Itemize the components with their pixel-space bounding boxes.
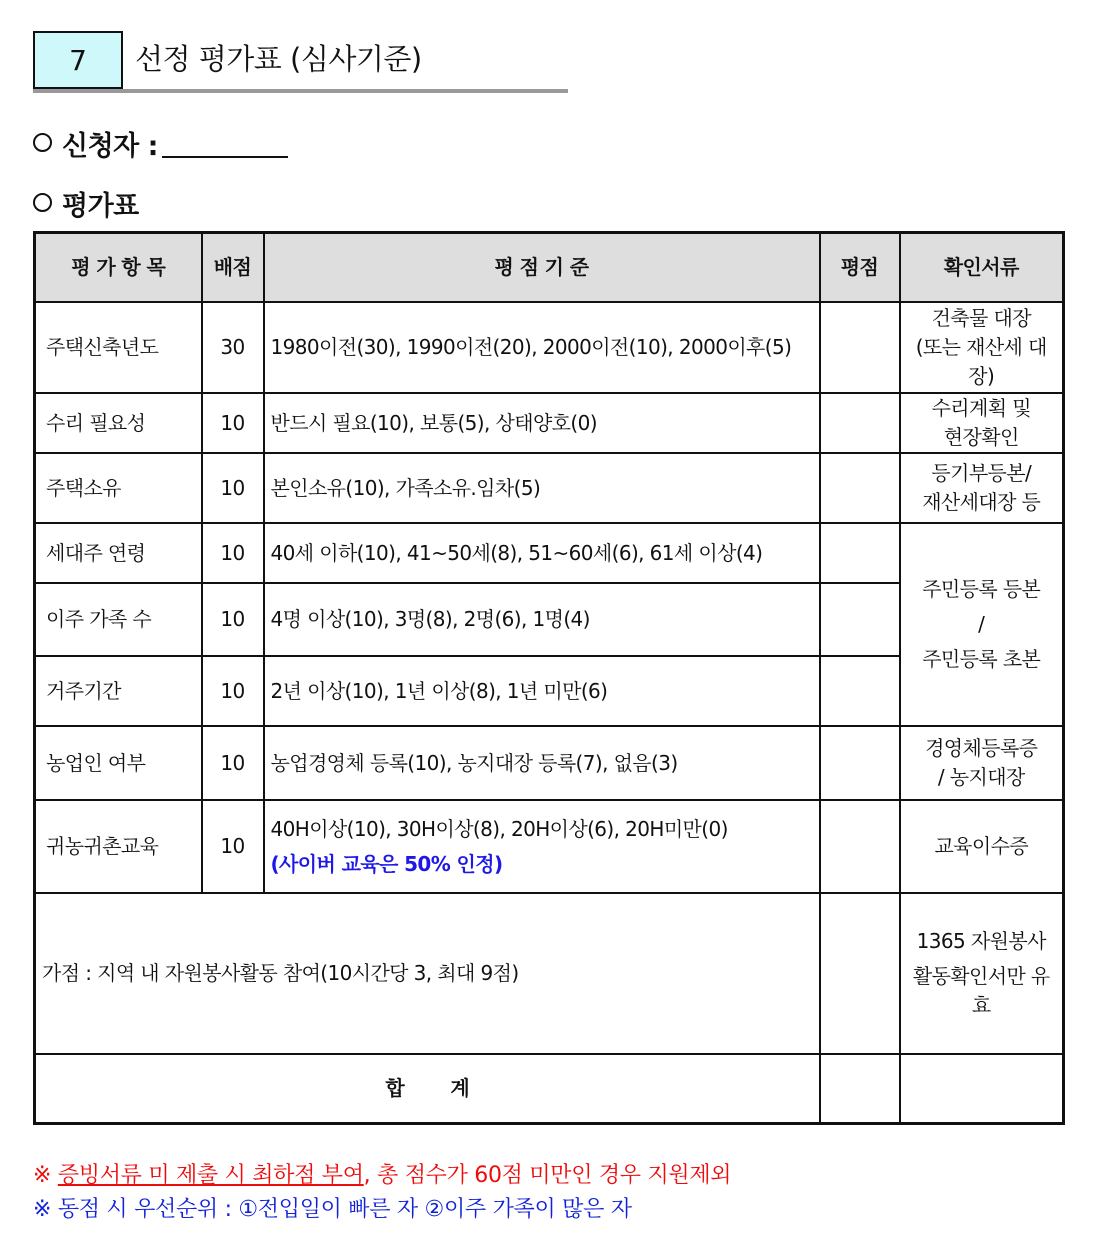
- title-underline: [33, 89, 568, 93]
- document-line: 수리계획 및: [931, 396, 1031, 420]
- item-cell: 농업인 여부: [35, 726, 202, 800]
- criteria-cell: 농업경영체 등록(10), 농지대장 등록(7), 없음(3): [264, 726, 820, 800]
- applicant-label: 신청자 :: [62, 131, 158, 162]
- total-rating-cell[interactable]: [820, 1054, 900, 1123]
- document-cell: [900, 726, 1064, 800]
- section-number-box: 7: [33, 31, 123, 89]
- evaluation-section-heading: [33, 184, 139, 223]
- document-line: 등기부등본/: [931, 461, 1032, 485]
- document-line: / 농지대장: [937, 765, 1025, 789]
- applicant-line: [33, 124, 288, 163]
- criteria-cell: 4명 이상(10), 3명(8), 2명(6), 1명(4): [264, 583, 820, 656]
- bonus-row: [35, 893, 1064, 1054]
- document-cell: [900, 393, 1064, 453]
- document-line: 주민등록 초본: [922, 647, 1041, 671]
- criteria-cell: 1980이전(30), 1990이전(20), 2000이전(10), 2000이후(5): [264, 302, 820, 393]
- score-cell: 10: [202, 523, 264, 583]
- rating-cell[interactable]: [820, 893, 900, 1054]
- evaluation-section-label: 평가표: [62, 191, 139, 222]
- note-evidence: [33, 1158, 731, 1189]
- rating-cell[interactable]: [820, 726, 900, 800]
- document-cell: 교육이수증: [900, 800, 1064, 893]
- table-row: [35, 726, 1064, 800]
- document-line: 건축물 대장: [931, 306, 1031, 330]
- circle-bullet-icon: [33, 133, 52, 152]
- rating-cell[interactable]: [820, 453, 900, 523]
- col-header-item: 평 가 항 목: [35, 233, 202, 303]
- criteria-cell: 반드시 필요(10), 보통(5), 상태양호(0): [264, 393, 820, 453]
- item-cell: 주택신축년도: [35, 302, 202, 393]
- rating-cell[interactable]: [820, 656, 900, 726]
- document-line: 경영체등록증: [925, 736, 1038, 760]
- evaluation-table: [33, 231, 1065, 1125]
- note-prefix: ※: [33, 1163, 58, 1188]
- document-title-block: [33, 31, 568, 93]
- document-cell: [900, 453, 1064, 523]
- circle-bullet-icon: [33, 193, 52, 212]
- document-line: /: [978, 612, 985, 636]
- item-cell: 이주 가족 수: [35, 583, 202, 656]
- item-cell: 수리 필요성: [35, 393, 202, 453]
- criteria-cell: 본인소유(10), 가족소유.임차(5): [264, 453, 820, 523]
- rating-cell[interactable]: [820, 302, 900, 393]
- total-row: [35, 1054, 1064, 1123]
- note-tiebreak: ※ 동점 시 우선순위 : ①전입일이 빠른 자 ②이주 가족이 많은 자: [33, 1197, 632, 1222]
- col-header-rating: 평점: [820, 233, 900, 303]
- document-line: (또는 재산세 대장): [915, 335, 1047, 388]
- criteria-cell: 40세 이하(10), 41~50세(8), 51~60세(6), 61세 이상(4): [264, 523, 820, 583]
- rating-cell[interactable]: [820, 583, 900, 656]
- total-label: 합 계: [35, 1054, 820, 1123]
- score-cell: 30: [202, 302, 264, 393]
- table-row: [35, 523, 1064, 583]
- applicant-blank-field: [162, 132, 288, 158]
- score-cell: 10: [202, 726, 264, 800]
- rating-cell[interactable]: [820, 393, 900, 453]
- criteria-text: 40H이상(10), 30H이상(8), 20H이상(6), 20H미만(0): [270, 816, 728, 841]
- criteria-note: (사이버 교육은 50% 인정): [270, 851, 503, 876]
- score-cell: 10: [202, 583, 264, 656]
- bonus-text-cell: 가점 : 지역 내 자원봉사활동 참여(10시간당 3, 최대 9점): [35, 893, 820, 1054]
- item-cell: 거주기간: [35, 656, 202, 726]
- score-cell: 10: [202, 393, 264, 453]
- score-cell: 10: [202, 656, 264, 726]
- note-rest: , 총 점수가 60점 미만인 경우 지원제외: [363, 1163, 732, 1188]
- note-underlined: 증빙서류 미 제출 시 최하점 부여: [57, 1163, 364, 1188]
- document-line: 활동확인서만 유효: [912, 964, 1050, 1017]
- table-row: [35, 302, 1064, 393]
- document-line: 재산세대장 등: [922, 490, 1041, 514]
- table-row: [35, 800, 1064, 893]
- total-document-cell: [900, 1054, 1064, 1123]
- criteria-cell: [264, 800, 820, 893]
- document-cell: [900, 302, 1064, 393]
- document-cell: [900, 893, 1064, 1054]
- table-row: [35, 453, 1064, 523]
- col-header-documents: 확인서류: [900, 233, 1064, 303]
- score-cell: 10: [202, 800, 264, 893]
- document-line: 주민등록 등본: [922, 577, 1041, 601]
- item-cell: 세대주 연령: [35, 523, 202, 583]
- item-cell: 귀농귀촌교육: [35, 800, 202, 893]
- criteria-cell: 2년 이상(10), 1년 이상(8), 1년 미만(6): [264, 656, 820, 726]
- col-header-criteria: 평 점 기 준: [264, 233, 820, 303]
- rating-cell[interactable]: [820, 523, 900, 583]
- document-title: 선정 평가표 (심사기준): [135, 42, 422, 76]
- item-cell: 주택소유: [35, 453, 202, 523]
- shared-document-cell: [900, 523, 1064, 726]
- document-line: 1365 자원봉사: [916, 929, 1046, 953]
- table-row: [35, 393, 1064, 453]
- document-line: 현장확인: [943, 425, 1019, 449]
- table-header-row: [35, 233, 1064, 303]
- score-cell: 10: [202, 453, 264, 523]
- col-header-score: 배점: [202, 233, 264, 303]
- rating-cell[interactable]: [820, 800, 900, 893]
